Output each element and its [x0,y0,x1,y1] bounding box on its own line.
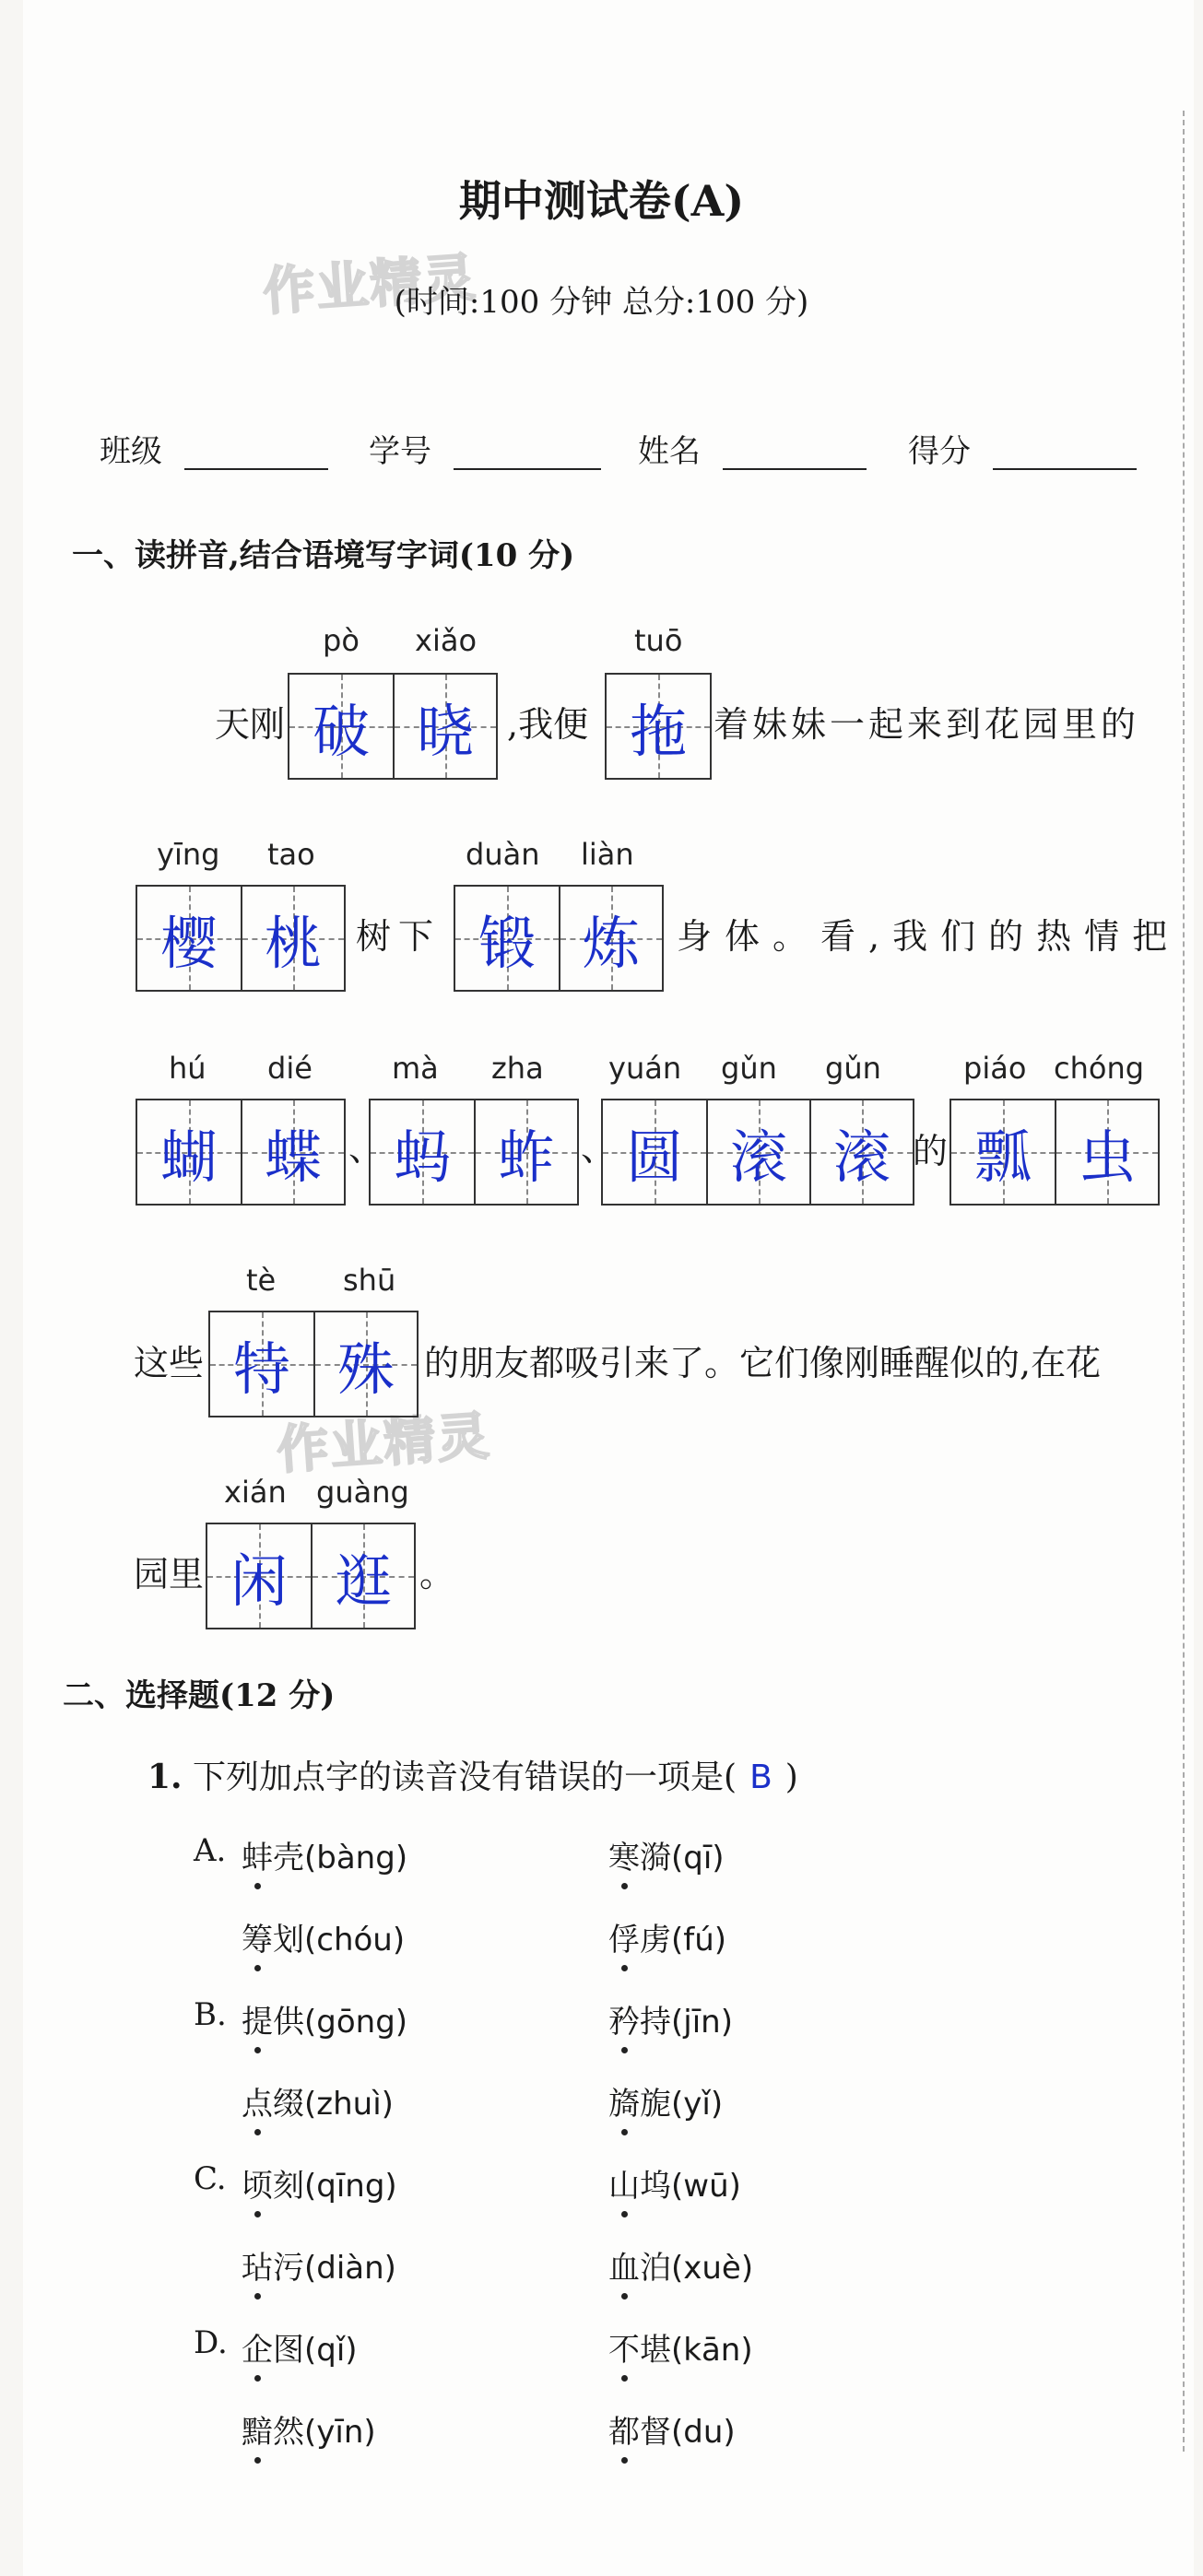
char-boxes [288,673,498,780]
pinyin: xiǎo [415,623,478,658]
answer-box[interactable]: 特 [210,1312,313,1416]
char-boxes [206,1523,416,1629]
answer-letter[interactable]: B [749,1759,773,1796]
sentence-text: 着妹妹一起来到花园里的 [714,704,1140,745]
answer-box[interactable]: 闲 [207,1524,311,1628]
id-label: 学号 [369,433,431,470]
pinyin: hú [169,1051,206,1086]
answer-box[interactable]: 殊 [313,1312,417,1416]
answer-box[interactable]: 瓢 [951,1100,1055,1204]
watermark: 作业精灵 [275,1406,493,1482]
answer-box[interactable]: 锻 [455,887,559,990]
pinyin: mà [392,1051,439,1086]
answer-box[interactable]: 蚂 [371,1100,474,1204]
pinyin: guàng [316,1475,409,1510]
answer-box[interactable]: 滚 [809,1100,913,1204]
answer-box[interactable]: 蚱 [474,1100,577,1204]
pinyin: zha [491,1051,544,1086]
sentence-text: 的 [913,1131,949,1171]
option-word: 俘虏(fú) [608,1922,727,1958]
page-subtitle: (时间:100 分钟 总分:100 分) [394,284,809,321]
sentence-text: 。 [419,1554,455,1594]
pinyin: chóng [1054,1051,1145,1086]
option-word: 玷污(diàn) [242,2250,396,2287]
pinyin: xián [224,1475,287,1510]
char-boxes [605,673,712,780]
pinyin: yuán [608,1051,682,1086]
pinyin: tè [246,1263,277,1298]
option-label[interactable]: B. [194,1996,227,2033]
option-label[interactable]: A. [194,1832,227,1869]
answer-box[interactable]: 蝶 [241,1100,344,1204]
sentence-text: 这些 [134,1343,205,1383]
answer-box[interactable]: 破 [289,675,393,778]
option-word: 都督(du) [608,2414,736,2451]
pinyin: tuō [634,623,683,658]
pinyin: tao [267,837,315,872]
option-label[interactable]: C. [194,2160,227,2197]
pinyin: yīng [157,837,220,872]
option-word: 企图(qǐ) [242,2332,358,2369]
name-label: 姓名 [638,433,701,470]
watermark: 作业精灵 [261,247,479,323]
option-word: 不堪(kān) [608,2332,753,2369]
score-field[interactable] [993,468,1137,470]
option-word: 血泊(xuè) [608,2250,754,2287]
char-boxes [601,1099,914,1206]
answer-box[interactable]: 樱 [137,887,241,990]
pinyin: liàn [581,837,634,872]
char-boxes [454,885,664,992]
pinyin: piáo [963,1051,1027,1086]
char-boxes [949,1099,1160,1206]
sentence-text: ,我便 [507,704,589,745]
sentence-text: 树下 [356,916,442,957]
question-1: 1. 下列加点字的读音没有错误的一项是( B ) [147,1758,798,1796]
char-boxes [136,1099,346,1206]
char-boxes [369,1099,579,1206]
answer-box[interactable]: 炼 [559,887,662,990]
class-label: 班级 [100,433,162,470]
pinyin: shū [343,1263,396,1298]
sentence-text: 园里 [134,1554,205,1594]
answer-box[interactable]: 滚 [706,1100,809,1204]
option-word: 点缀(zhuì) [242,2086,394,2123]
option-word: 旖旎(yǐ) [608,2086,724,2123]
sentence-text: 身体。看,我们的热情把 [677,916,1181,957]
option-word: 黯然(yīn) [242,2414,376,2451]
sentence-text: 、 [581,1128,617,1169]
name-field[interactable] [723,468,867,470]
pinyin: duàn [466,837,540,872]
answer-box[interactable]: 虫 [1055,1100,1158,1204]
answer-box[interactable]: 蝴 [137,1100,241,1204]
class-field[interactable] [184,468,328,470]
page-title: 期中测试卷(A) [458,176,745,226]
answer-box[interactable]: 晓 [393,675,496,778]
sentence-text: 天刚 [215,704,286,745]
char-boxes [208,1311,419,1417]
score-label: 得分 [908,433,971,470]
option-word: 寒漪(qī) [608,1840,725,1876]
binding-line [1183,111,1185,2452]
pinyin: dié [267,1051,313,1086]
option-label[interactable]: D. [194,2324,228,2361]
option-word: 山坞(wū) [608,2168,741,2205]
option-word: 提供(gōng) [242,2004,408,2041]
section2-heading: 二、选择题(12 分) [63,1677,336,1714]
pinyin: pò [323,623,360,658]
char-boxes [136,885,346,992]
option-word: 矜持(jīn) [608,2004,733,2041]
option-word: 顷刻(qīng) [242,2168,397,2205]
option-word: 筹划(chóu) [242,1922,406,1958]
section1-heading: 一、读拼音,结合语境写字词(10 分) [72,537,575,574]
sentence-text: 的朋友都吸引来了。它们像刚睡醒似的,在花 [424,1343,1102,1383]
sentence-text: 、 [348,1128,384,1169]
id-field[interactable] [454,468,601,470]
answer-box[interactable]: 桃 [241,887,344,990]
option-word: 蚌壳(bàng) [242,1840,408,1876]
pinyin: gǔn [825,1051,881,1086]
answer-box[interactable]: 圆 [603,1100,706,1204]
pinyin: gǔn [721,1051,777,1086]
answer-box[interactable]: 拖 [607,675,710,778]
answer-box[interactable]: 逛 [311,1524,414,1628]
